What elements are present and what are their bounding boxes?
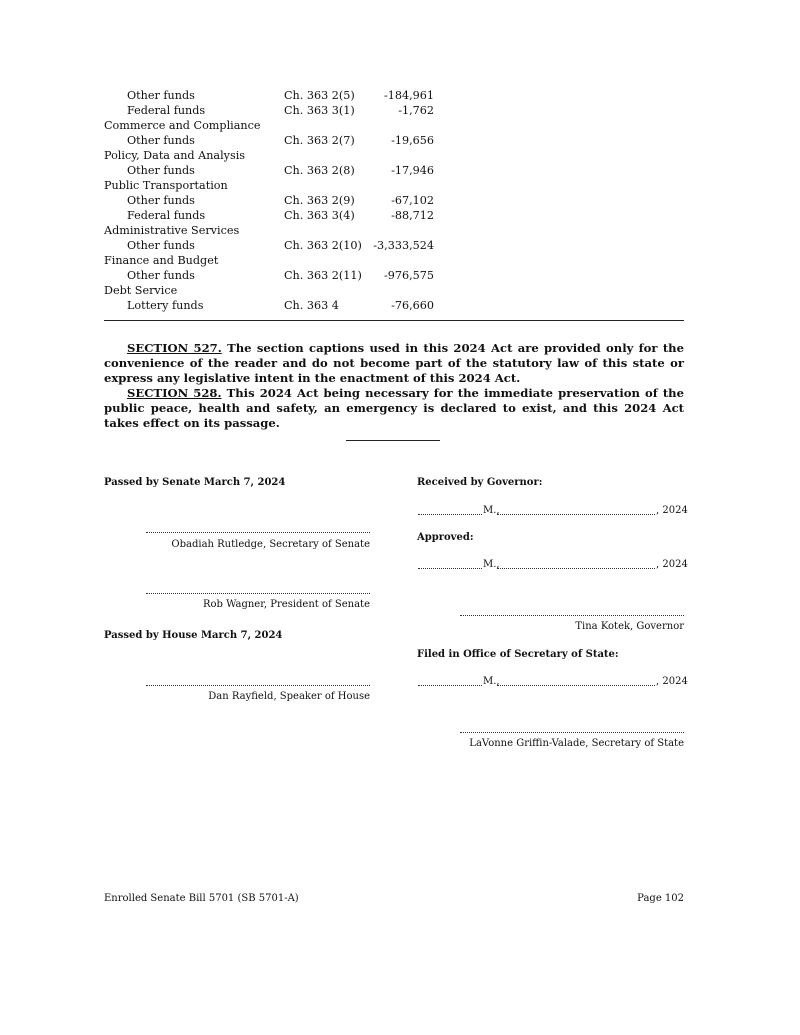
- row-label: Other funds: [127, 194, 195, 207]
- table-row: [104, 238, 434, 253]
- section-527-body: The section captions used in this 2024 Act are provided only for the convenience of the reader and do not become part of the statutory law of this state or express any legislative intent in the enactment of this 2024 Act.: [104, 341, 684, 385]
- approved-label: Approved:: [417, 532, 474, 543]
- row-label: Lottery funds: [127, 299, 204, 312]
- row-amount: -17,946: [391, 164, 434, 177]
- row-amount: -19,656: [391, 134, 434, 147]
- senate-president-signature-line: [146, 593, 370, 594]
- filed-time-line: [418, 685, 482, 686]
- row-amount: -3,333,524: [373, 239, 434, 252]
- approved-date-line: [497, 568, 655, 569]
- table-row: [104, 88, 434, 103]
- filed-sos-label: Filed in Office of Secretary of State:: [417, 649, 619, 660]
- section-527: [104, 341, 684, 386]
- filed-m-label: M.,: [483, 676, 500, 687]
- table-row: [104, 208, 434, 223]
- row-label: Commerce and Compliance: [104, 119, 261, 132]
- row-amount: -1,762: [398, 104, 434, 117]
- approved-year: , 2024: [656, 559, 688, 570]
- received-time-line: [418, 514, 482, 515]
- row-chapter-ref: Ch. 363 2(10): [284, 239, 362, 252]
- section-528-body: This 2024 Act being necessary for the immediate preservation of the public peace, health and safety, an emergency is declared to exist, and this 2024 Act takes effect on its passage.: [104, 386, 684, 430]
- row-chapter-ref: Ch. 363 2(5): [284, 89, 355, 102]
- row-label: Other funds: [127, 134, 195, 147]
- approved-m-label: M.,: [483, 559, 500, 570]
- filed-year: , 2024: [656, 676, 688, 687]
- end-rule: [346, 440, 440, 441]
- section-528-heading: SECTION 528.: [127, 386, 222, 400]
- approved-time-line: [418, 568, 482, 569]
- table-group-heading: [104, 223, 434, 238]
- table-row: [104, 133, 434, 148]
- row-label: Other funds: [127, 164, 195, 177]
- table-row: [104, 268, 434, 283]
- table-row: [104, 298, 434, 313]
- received-by-governor-label: Received by Governor:: [417, 477, 543, 488]
- table-group-heading: [104, 283, 434, 298]
- row-chapter-ref: Ch. 363 2(9): [284, 194, 355, 207]
- section-divider: [104, 320, 684, 321]
- appropriations-table: [104, 88, 434, 316]
- row-label: Federal funds: [127, 104, 206, 117]
- received-year: , 2024: [656, 505, 688, 516]
- table-group-heading: [104, 118, 434, 133]
- senate-secretary-name: Obadiah Rutledge, Secretary of Senate: [171, 539, 370, 550]
- row-label: Debt Service: [104, 284, 178, 297]
- row-amount: -184,961: [383, 89, 434, 102]
- table-group-heading: [104, 178, 434, 193]
- passed-house-label: Passed by House March 7, 2024: [104, 630, 283, 641]
- row-label: Other funds: [127, 269, 195, 282]
- table-row: [104, 163, 434, 178]
- row-label: Federal funds: [127, 209, 206, 222]
- table-group-heading: [104, 253, 434, 268]
- sos-signature-line: [460, 732, 684, 733]
- house-speaker-signature-line: [146, 685, 370, 686]
- row-label: Other funds: [127, 239, 195, 252]
- table-row: [104, 193, 434, 208]
- table-row: [104, 103, 434, 118]
- row-chapter-ref: Ch. 363 4: [284, 299, 339, 312]
- row-label: Administrative Services: [104, 224, 240, 237]
- senate-president-name: Rob Wagner, President of Senate: [202, 599, 370, 610]
- senate-secretary-signature-line: [146, 532, 370, 533]
- row-amount: -67,102: [391, 194, 434, 207]
- passed-senate-label: Passed by Senate March 7, 2024: [104, 477, 286, 488]
- governor-name: Tina Kotek, Governor: [575, 621, 684, 632]
- received-date-line: [497, 514, 655, 515]
- section-528: [104, 386, 684, 431]
- row-label: Policy, Data and Analysis: [104, 149, 246, 162]
- row-chapter-ref: Ch. 363 2(11): [284, 269, 362, 282]
- table-group-heading: [104, 148, 434, 163]
- row-amount: -976,575: [383, 269, 434, 282]
- row-label: Finance and Budget: [104, 254, 219, 267]
- row-chapter-ref: Ch. 363 2(8): [284, 164, 355, 177]
- row-chapter-ref: Ch. 363 3(4): [284, 209, 355, 222]
- row-label: Public Transportation: [104, 179, 228, 192]
- row-amount: -76,660: [391, 299, 434, 312]
- footer-bill-id: Enrolled Senate Bill 5701 (SB 5701-A): [104, 893, 299, 904]
- governor-signature-line: [460, 615, 684, 616]
- row-label: Other funds: [127, 89, 195, 102]
- sections-text: [104, 341, 684, 431]
- row-chapter-ref: Ch. 363 3(1): [284, 104, 355, 117]
- received-m-label: M.,: [483, 505, 500, 516]
- filed-date-line: [497, 685, 655, 686]
- section-527-heading: SECTION 527.: [127, 341, 222, 355]
- footer-page-number: Page 102: [637, 893, 684, 904]
- row-chapter-ref: Ch. 363 2(7): [284, 134, 355, 147]
- row-amount: -88,712: [391, 209, 434, 222]
- house-speaker-name: Dan Rayfield, Speaker of House: [208, 691, 370, 702]
- sos-name: LaVonne Griffin-Valade, Secretary of State: [469, 738, 684, 749]
